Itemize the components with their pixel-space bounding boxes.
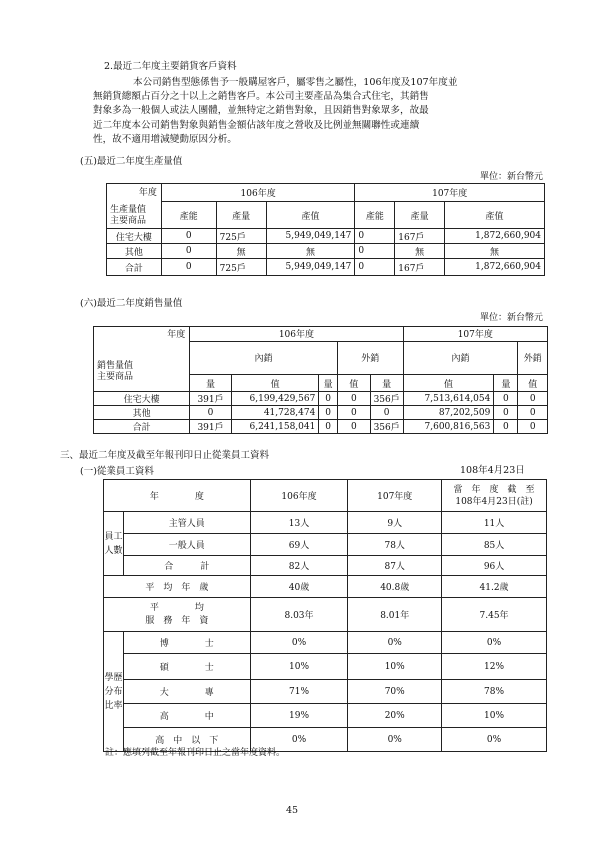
export-header: 外銷 [518,341,548,375]
page-number: 45 [286,805,299,816]
val-header: 值 [403,375,494,392]
table-cell: 0 [494,420,518,434]
table-cell: 20% [348,704,442,728]
row-label: 其他 [107,244,162,259]
table-cell: 無 [445,244,545,259]
table-row [104,654,547,680]
sales-year2-header: 107年度 [403,327,547,342]
corner-year-label: 年度 [138,188,157,198]
table-row [104,512,547,534]
qty-header: 量 [190,375,232,392]
production-corner [107,184,162,229]
table-cell: 0 [337,420,370,434]
domestic-header: 內銷 [190,341,338,375]
paragraph-line: 性，故不適用增減變動原因分析。 [93,133,237,145]
table-row [104,704,547,728]
table-cell: 5,949,049,147 [266,229,355,244]
table-row [104,598,547,632]
row-label: 合計 [94,420,190,434]
sales-corner [94,327,190,392]
paragraph-line: 本公司銷售型態係售予一般購屋客戶，屬零售之屬性，106年度及107年度並 [133,77,458,88]
section2-paragraph [93,76,545,147]
table-cell: 356戶 [370,420,403,434]
row-label: 大 專 [123,680,250,704]
table-cell: 0 [355,229,395,244]
table-cell: 356戶 [370,392,403,406]
table-row [107,259,545,276]
table-cell: 9人 [348,512,442,534]
row-label: 合計 [107,259,162,276]
production-unit: 單位：新台幣元 [480,172,544,182]
col-header: 產量 [395,202,445,229]
table-cell: 無 [266,244,355,259]
header-106: 106年度 [250,480,348,512]
table-cell: 0 [355,259,395,276]
table-cell: 0 [337,392,370,406]
table-cell: 96人 [442,556,547,576]
table-cell: 0 [518,406,548,420]
table-cell: 0% [442,728,547,752]
table-cell: 8.01年 [348,598,442,632]
table-cell: 391戶 [190,420,232,434]
table-cell: 7,600,816,563 [403,420,494,434]
row-label: 其他 [94,406,190,420]
table-cell: 0% [348,728,442,752]
employee-table [103,479,547,752]
row-label: 合 計 [123,556,250,576]
table-row [104,680,547,704]
table-row [104,576,547,598]
production-year2-header: 107年度 [355,184,545,202]
qty-header: 量 [494,375,518,392]
table-cell: 71% [250,680,348,704]
education-group-label: 學歷分布比率 [104,632,124,752]
table-cell: 0 [494,392,518,406]
table-cell: 6,199,429,567 [231,392,319,406]
table-cell: 0 [518,392,548,406]
production-table [106,183,545,276]
table-row [107,244,545,259]
col-header: 產能 [355,202,395,229]
table-cell: 10% [348,654,442,680]
table-cell: 0% [442,632,547,654]
corner-item-label: 生產量值 主要商品 [110,205,147,226]
sales-unit: 單位：新台幣元 [480,313,544,323]
table-cell: 85人 [442,534,547,556]
qty-header: 量 [319,375,338,392]
table-cell: 391戶 [190,392,232,406]
table-cell: 41,728,474 [231,406,319,420]
table-cell: 7,513,614,054 [403,392,494,406]
section3-heading: 三、最近二年度及截至年報刊印日止從業員工資料 [60,450,270,461]
table-cell: 167戶 [395,259,445,276]
table-cell: 82人 [250,556,348,576]
col-header: 產能 [161,202,216,229]
table-cell: 11人 [442,512,547,534]
table-cell: 6,241,158,041 [231,420,319,434]
sales-heading: (六)最近二年度銷售量值 [80,298,183,309]
row-label: 主管人員 [123,512,250,534]
header-current: 當 年 度 截 至 108年4月23日(註) [442,480,547,512]
row-label: 住宅大樓 [107,229,162,244]
table-cell: 0 [370,406,403,420]
section3-subheading: (一)從業員工資料 [80,466,154,477]
col-header: 產量 [216,202,266,229]
row-label: 平 均 年 歲 [104,576,251,598]
table-row [94,406,548,420]
table-cell: 0 [190,406,232,420]
table-cell: 69人 [250,534,348,556]
export-header: 外銷 [337,341,403,375]
header-year: 年 度 [104,480,251,512]
table-cell: 0 [355,244,395,259]
qty-header: 量 [370,375,403,392]
table-cell: 無 [395,244,445,259]
table-cell: 78人 [348,534,442,556]
table-cell: 19% [250,704,348,728]
table-cell: 13人 [250,512,348,534]
row-label: 住宅大樓 [94,392,190,406]
table-cell: 725戶 [216,259,266,276]
row-label: 一般人員 [123,534,250,556]
table-cell: 0% [250,728,348,752]
val-header: 值 [337,375,370,392]
table-row [104,632,547,654]
row-label: 博 士 [123,632,250,654]
corner-year-label: 年度 [167,330,186,340]
table-cell: 167戶 [395,229,445,244]
section3-date: 108年4月23日 [460,465,525,476]
table-cell: 0 [161,229,216,244]
table-cell: 87人 [348,556,442,576]
corner-item-label: 銷售量值 主要商品 [97,361,134,382]
table-cell: 0 [319,392,338,406]
col-header: 產值 [445,202,545,229]
table-cell: 0 [319,420,338,434]
table-cell: 10% [442,704,547,728]
table-row [94,392,548,406]
table-cell: 5,949,049,147 [266,259,355,276]
sales-table [93,326,548,434]
table-cell: 78% [442,680,547,704]
staff-group-label: 員工人數 [104,512,124,576]
production-heading: (五)最近二年度生產量值 [80,156,183,167]
row-label: 碩 士 [123,654,250,680]
table-cell: 12% [442,654,547,680]
sales-year1-header: 106年度 [190,327,403,342]
table-cell: 7.45年 [442,598,547,632]
paragraph-line: 無銷貨總額占百分之十以上之銷售客戶。本公司主要產品為集合式住宅，其銷售 [93,91,429,103]
section2-heading: 2.最近二年度主要銷貨客戶資料 [104,61,237,72]
table-cell: 1,872,660,904 [445,259,545,276]
table-cell: 0 [161,259,216,276]
table-cell: 0 [518,420,548,434]
col-header: 產值 [266,202,355,229]
employee-note: 註：應填列截至年報刊印日止之當年度資料。 [105,748,286,758]
production-year1-header: 106年度 [161,184,355,202]
table-cell: 725戶 [216,229,266,244]
paragraph-line: 近二年度本公司銷售對象與銷售金額佔該年度之營收及比例並無關聯性或連續 [93,119,420,131]
row-label: 高 中 [123,704,250,728]
table-cell: 0 [337,406,370,420]
table-row [107,229,545,244]
table-cell: 40.8歲 [348,576,442,598]
table-row [104,534,547,556]
row-label: 高 中 以 下 [123,728,250,752]
table-cell: 70% [348,680,442,704]
table-cell: 無 [216,244,266,259]
header-107: 107年度 [348,480,442,512]
domestic-header: 內銷 [403,341,518,375]
table-cell: 0 [494,406,518,420]
table-cell: 1,872,660,904 [445,229,545,244]
table-cell: 0 [161,244,216,259]
paragraph-line: 對象多為一般個人或法人團體，並無特定之銷售對象，且因銷售對象眾多，故最 [93,105,429,117]
table-cell: 10% [250,654,348,680]
table-cell: 0% [250,632,348,654]
table-cell: 41.2歲 [442,576,547,598]
table-cell: 0% [348,632,442,654]
table-cell: 0 [319,406,338,420]
table-row [104,556,547,576]
table-row [94,420,548,434]
row-label: 平 均 服 務 年 資 [104,598,251,632]
table-cell: 87,202,509 [403,406,494,420]
table-cell: 8.03年 [250,598,348,632]
table-cell: 40歲 [250,576,348,598]
val-header: 值 [231,375,319,392]
val-header: 值 [518,375,548,392]
